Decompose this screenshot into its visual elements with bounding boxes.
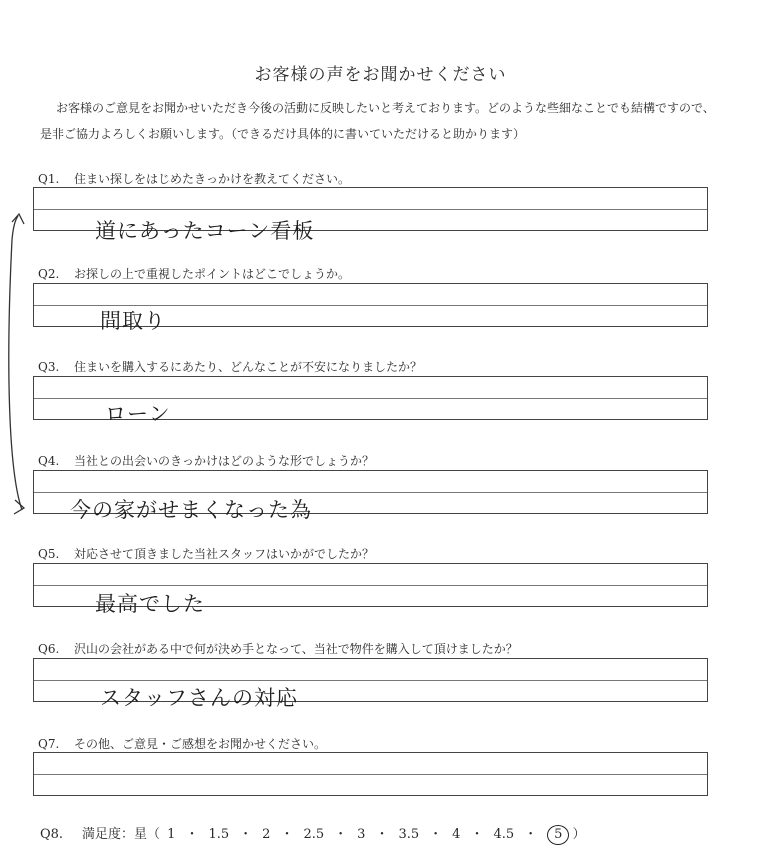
question-number: Q8.: [40, 827, 64, 842]
question-text: お探しの上で重視したポイントはどこでしょうか。: [74, 267, 351, 281]
rating-option[interactable]: 2: [262, 827, 271, 842]
separator-dot: ・: [429, 827, 443, 842]
rating-option[interactable]: 3: [357, 827, 366, 842]
question-number: Q4.: [38, 454, 60, 468]
question-text: 住まい探しをはじめたきっかけを教えてください。: [74, 172, 351, 186]
rating-option[interactable]: 2.5: [303, 827, 325, 842]
handwritten-answer-3: ローン: [105, 402, 171, 426]
handwritten-answer-1: 道にあったコーン看板: [95, 219, 315, 243]
page-title: お客様の声をお聞かせください: [254, 65, 507, 85]
separator-dot: ・: [524, 827, 538, 842]
question-number: Q1.: [38, 172, 60, 186]
question-number: Q3.: [38, 360, 60, 374]
rating-option[interactable]: 4.5: [493, 827, 515, 842]
question-text: その他、ご意見・ご感想をお聞かせください。: [74, 737, 327, 751]
rating-option[interactable]: 1: [167, 827, 176, 842]
handwritten-answer-4: 今の家がせまくなった為: [70, 498, 312, 522]
question-text: 対応させて頂きました当社スタッフはいかがでしたか？: [74, 547, 375, 561]
separator-dot: ・: [334, 827, 348, 842]
rating-close: ）: [572, 827, 586, 842]
handwritten-answer-6: スタッフさんの対応: [100, 686, 298, 710]
rating-option-selected[interactable]: 5: [547, 825, 569, 845]
question-text: 住まいを購入するにあたり、どんなことが不安になりましたか？: [74, 360, 423, 374]
rating-option[interactable]: 3.5: [398, 827, 420, 842]
separator-dot: ・: [470, 827, 484, 842]
question-text: 当社との出会いのきっかけはどのような形でしょうか？: [74, 454, 375, 468]
separator-dot: ・: [239, 827, 253, 842]
question-text: 沢山の会社がある中で何が決め手となって、当社で物件を購入して頂けましたか？: [74, 642, 518, 656]
separator-dot: ・: [185, 827, 199, 842]
question-number: Q6.: [38, 642, 60, 656]
handwritten-answer-2: 間取り: [100, 309, 166, 333]
question-number: Q2.: [38, 267, 60, 281]
rating-option[interactable]: 1.5: [208, 827, 230, 842]
rating-label: 満足度：星（: [82, 827, 161, 842]
handwritten-answer-5: 最高でした: [95, 592, 205, 616]
separator-dot: ・: [280, 827, 294, 842]
separator-dot: ・: [375, 827, 389, 842]
question-number: Q5.: [38, 547, 60, 561]
rating-option[interactable]: 4: [452, 827, 461, 842]
question-number: Q7.: [38, 737, 60, 751]
intro-text: お客様のご意見をお聞かせいただき今後の活動に反映したいと考えております。どのような些細なことでも結構ですので、是非ご協力よろしくお願いします。（できるだけ具体的に書いていただけると助かります）: [40, 101, 715, 141]
